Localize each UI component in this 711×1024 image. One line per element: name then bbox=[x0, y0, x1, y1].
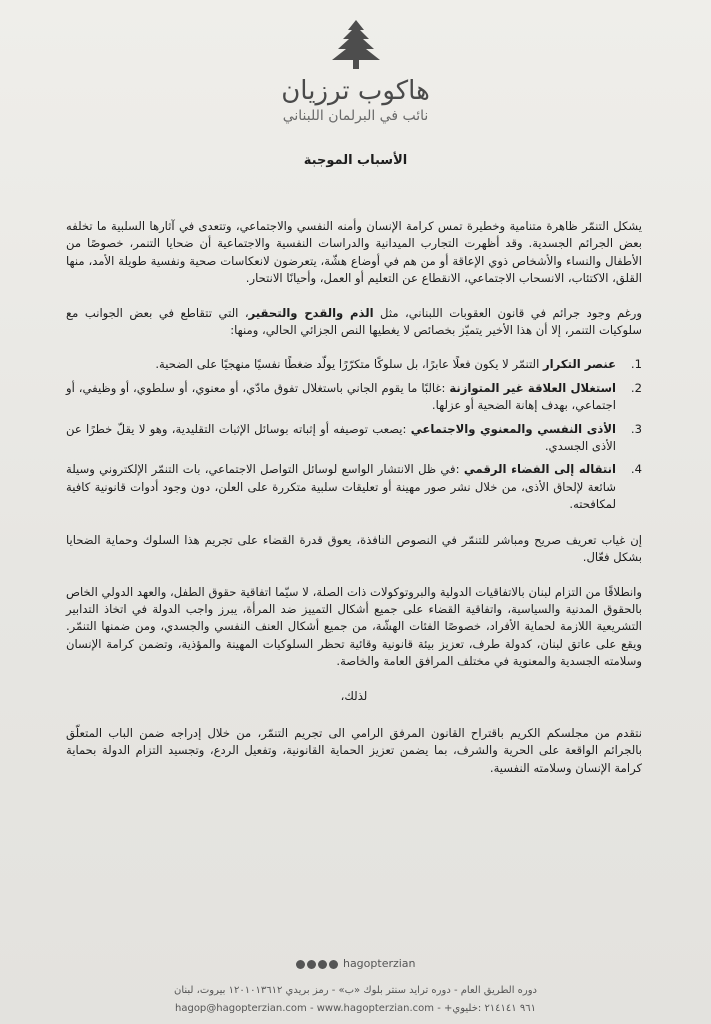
characteristics-list bbox=[66, 356, 642, 513]
mp-title: نائب في البرلمان اللبناني bbox=[282, 108, 429, 124]
paragraph-existing-law: ورغم وجود جرائم في قانون العقوبات اللبناني، مثل الذم والقدح والتحقير، التي تتقاطع في بعض الجوانب مع سلوكيات التنمر، إلا أن هذا الأخير يتميّز بخصائص لا يغطيها النص الجزائي الحالي، ومنها: bbox=[66, 305, 642, 338]
instagram-icon bbox=[296, 960, 305, 969]
list-item: 2. استغلال العلاقة غير المتوازنة :غالبًا ما يقوم الجاني باستغلال تفوق مادّي، أو معنوي، أو سلطوي، أو وظيفي، أو اجتماعي، بهدف إهانة الضحية أو عزلها. bbox=[66, 380, 642, 413]
facebook-icon bbox=[307, 960, 316, 969]
social-handle: hagopterzian bbox=[342, 957, 416, 970]
cedar-logo-icon bbox=[327, 18, 385, 70]
youtube-icon bbox=[329, 960, 338, 969]
document-body bbox=[66, 218, 642, 794]
list-item: 1. عنصر التكرار التنمّر لا يكون فعلًا عابرًا، بل سلوكًا متكرّرًا يولّد ضغطًا نفسيًا منهجيًا على الضحية. bbox=[155, 357, 642, 372]
bold-crimes: الذم والقدح والتحقير bbox=[248, 305, 374, 320]
twitter-icon bbox=[318, 960, 327, 969]
paragraph-international-obligations: وانطلاقًا من التزام لبنان بالاتفاقيات الدولية والبروتوكولات ذات الصلة، لا سيّما اتفاقية حقوق الطفل، والعهد الدولي الخاص بالحقوق المدنية والسياسية، واتفاقية القضاء على جميع أشكال التمييز ضد المرأة، يبرز واجب الدولة في اتخاذ التدابير التشريعية اللازمة لحماية الأفراد، خصوصًا الفئات الهشّة، من جميع أشكال العنف النفسي والجسدي، ومن ضمنها التنمّر. ويقع على عاتق لبنان، كدولة طرف، تعزيز بيئة قانونية وقائية تحظر السلوكيات المهينة والمؤذية، وتضمن كرامة الإنسان وسلامته الجسدية والمعنوية في مختلف المرافق العامة والخاصة. bbox=[66, 584, 642, 669]
paragraph-definition-gap: إن غياب تعريف صريح ومباشر للتنمّر في النصوص النافذة، يعوق قدرة القضاء على تجريم هذا السلوك وحماية الضحايا بشكل فعّال. bbox=[66, 532, 642, 565]
list-item: 3. الأذى النفسي والمعنوي والاجتماعي :يصعب توصيفه أو إثباته بوسائل الإثبات التقليدية، وهو لا يقلّ خطرًا عن الأذى الجسدي. bbox=[66, 421, 642, 454]
conclusion-word: لذلك، bbox=[340, 688, 368, 703]
footer-contact: hagop@hagopterzian.com - www.hagopterzian.com - +٩٦١ ٢١٤١٤١ :خليوي bbox=[175, 1003, 536, 1014]
footer-address: دوره الطريق العام - دوره ترايد سنتر بلوك «ب» - رمز بريدي ١٢٠١٠١٣٦١٢ بيروت، لبنان bbox=[173, 985, 538, 996]
list-item: 4. انتقاله إلى الفضاء الرقمي :في ظل الانتشار الواسع لوسائل التواصل الاجتماعي، بات التنمّر الإلكتروني وسيلة شائعة لإلحاق الأذى، من خلال نشر صور مهينة أو تعليقات سلبية متكررة على العلن، دون وجود أدوات قانونية كافية لمكافحته. bbox=[66, 462, 642, 512]
letterhead bbox=[0, 18, 711, 124]
mp-name: هاكوب ترزيان bbox=[281, 76, 430, 106]
paragraph-intro: يشكل التنمّر ظاهرة متنامية وخطيرة تمس كرامة الإنسان وأمنه النفسي والاجتماعي، وتتعدى في آثارها السلبية ما تخلفه بعض الجرائم الجسدية. وقد أظهرت التجارب الميدانية والدراسات النفسية والاجتماعية أن ضحايا التنمر، خصوصًا من الأطفال والنساء والأشخاص ذوي الإعاقة أو من هم في أوضاع هشّة، يتعرضون لانعكاسات صحية ونفسية طويلة الأمد، منها القلق، الاكتئاب، الانسحاب الاجتماعي، الانقطاع عن التعليم أو العمل، وأحيانًا الانتحار. bbox=[66, 219, 642, 286]
paragraph-proposal: نتقدم من مجلسكم الكريم باقتراح القانون المرفق الرامي الى تجريم التنمّر، من خلال إدراجه ضمن الباب المتعلّق بالجرائم الواقعة على الحرية والشرف، بما يضمن تعزيز الحماية القانونية، وتفعيل الردع، وتجسيد التزام الدولة بحماية كرامة الإنسان وسلامته النفسية. bbox=[66, 725, 642, 775]
footer-social bbox=[0, 957, 711, 970]
document-title: الأسباب الموجبة bbox=[303, 153, 408, 168]
